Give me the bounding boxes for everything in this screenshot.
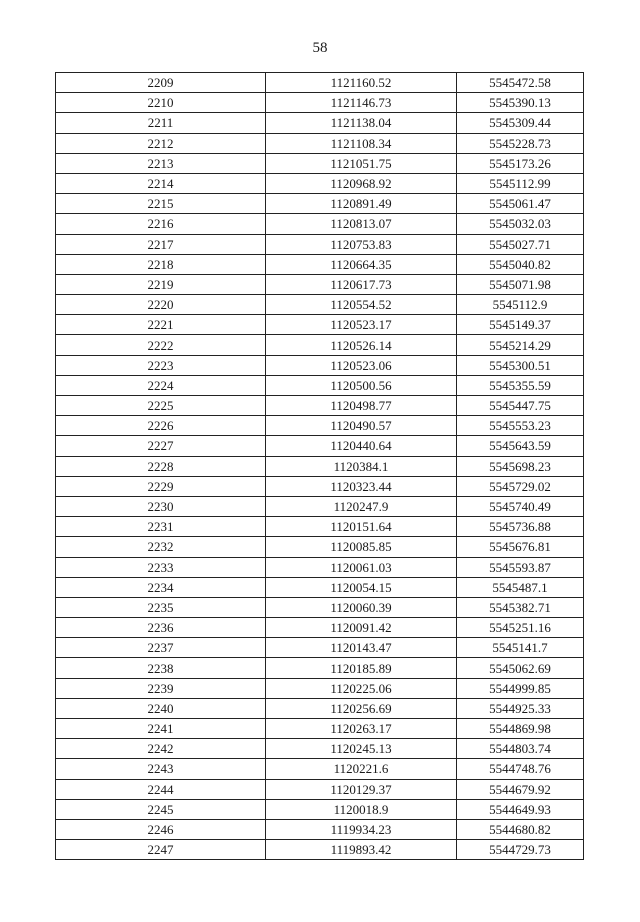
x-coordinate-cell: 1120091.42 xyxy=(266,618,457,638)
table-row xyxy=(56,113,584,133)
coordinates-table xyxy=(55,72,584,860)
point-number-cell: 2211 xyxy=(56,113,266,133)
y-coordinate-cell: 5545141.7 xyxy=(457,638,584,658)
y-coordinate-cell: 5545643.59 xyxy=(457,436,584,456)
point-number-cell: 2234 xyxy=(56,577,266,597)
table-row xyxy=(56,638,584,658)
page-number: 58 xyxy=(312,40,328,56)
table-row xyxy=(56,618,584,638)
y-coordinate-cell: 5545676.81 xyxy=(457,537,584,557)
point-number-cell: 2227 xyxy=(56,436,266,456)
y-coordinate-cell: 5545729.02 xyxy=(457,476,584,496)
table-row xyxy=(56,537,584,557)
table-row xyxy=(56,678,584,698)
x-coordinate-cell: 1120185.89 xyxy=(266,658,457,678)
point-number-cell: 2225 xyxy=(56,396,266,416)
y-coordinate-cell: 5545214.29 xyxy=(457,335,584,355)
x-coordinate-cell: 1120061.03 xyxy=(266,557,457,577)
x-coordinate-cell: 1120054.15 xyxy=(266,577,457,597)
y-coordinate-cell: 5545472.58 xyxy=(457,73,584,93)
table-row xyxy=(56,274,584,294)
x-coordinate-cell: 1120526.14 xyxy=(266,335,457,355)
point-number-cell: 2229 xyxy=(56,476,266,496)
table-row xyxy=(56,295,584,315)
x-coordinate-cell: 1119893.42 xyxy=(266,840,457,860)
point-number-cell: 2223 xyxy=(56,355,266,375)
point-number-cell: 2226 xyxy=(56,416,266,436)
y-coordinate-cell: 5544729.73 xyxy=(457,840,584,860)
table-row xyxy=(56,739,584,759)
x-coordinate-cell: 1120523.06 xyxy=(266,355,457,375)
point-number-cell: 2246 xyxy=(56,819,266,839)
table-row xyxy=(56,133,584,153)
x-coordinate-cell: 1120500.56 xyxy=(266,375,457,395)
y-coordinate-cell: 5545071.98 xyxy=(457,274,584,294)
y-coordinate-cell: 5544869.98 xyxy=(457,719,584,739)
point-number-cell: 2238 xyxy=(56,658,266,678)
y-coordinate-cell: 5544679.92 xyxy=(457,779,584,799)
table-row xyxy=(56,557,584,577)
point-number-cell: 2230 xyxy=(56,496,266,516)
table-row xyxy=(56,456,584,476)
x-coordinate-cell: 1120440.64 xyxy=(266,436,457,456)
x-coordinate-cell: 1119934.23 xyxy=(266,819,457,839)
table-row xyxy=(56,799,584,819)
point-number-cell: 2209 xyxy=(56,73,266,93)
point-number-cell: 2241 xyxy=(56,719,266,739)
y-coordinate-cell: 5545390.13 xyxy=(457,93,584,113)
x-coordinate-cell: 1120753.83 xyxy=(266,234,457,254)
point-number-cell: 2237 xyxy=(56,638,266,658)
y-coordinate-cell: 5544803.74 xyxy=(457,739,584,759)
x-coordinate-cell: 1120085.85 xyxy=(266,537,457,557)
table-row xyxy=(56,779,584,799)
point-number-cell: 2217 xyxy=(56,234,266,254)
y-coordinate-cell: 5544925.33 xyxy=(457,698,584,718)
point-number-cell: 2219 xyxy=(56,274,266,294)
point-number-cell: 2231 xyxy=(56,517,266,537)
table-row xyxy=(56,315,584,335)
point-number-cell: 2243 xyxy=(56,759,266,779)
table-row xyxy=(56,73,584,93)
y-coordinate-cell: 5545173.26 xyxy=(457,153,584,173)
point-number-cell: 2233 xyxy=(56,557,266,577)
point-number-cell: 2213 xyxy=(56,153,266,173)
point-number-cell: 2221 xyxy=(56,315,266,335)
table-row xyxy=(56,234,584,254)
x-coordinate-cell: 1120664.35 xyxy=(266,254,457,274)
table-row xyxy=(56,375,584,395)
y-coordinate-cell: 5544649.93 xyxy=(457,799,584,819)
y-coordinate-cell: 5545149.37 xyxy=(457,315,584,335)
point-number-cell: 2235 xyxy=(56,597,266,617)
x-coordinate-cell: 1120256.69 xyxy=(266,698,457,718)
y-coordinate-cell: 5545487.1 xyxy=(457,577,584,597)
x-coordinate-cell: 1120384.1 xyxy=(266,456,457,476)
y-coordinate-cell: 5545112.99 xyxy=(457,173,584,193)
point-number-cell: 2244 xyxy=(56,779,266,799)
point-number-cell: 2224 xyxy=(56,375,266,395)
table-row xyxy=(56,396,584,416)
y-coordinate-cell: 5545062.69 xyxy=(457,658,584,678)
point-number-cell: 2245 xyxy=(56,799,266,819)
table-row xyxy=(56,355,584,375)
table-row xyxy=(56,436,584,456)
y-coordinate-cell: 5545040.82 xyxy=(457,254,584,274)
y-coordinate-cell: 5544680.82 xyxy=(457,819,584,839)
y-coordinate-cell: 5545736.88 xyxy=(457,517,584,537)
table-row xyxy=(56,335,584,355)
table-row xyxy=(56,214,584,234)
x-coordinate-cell: 1120151.64 xyxy=(266,517,457,537)
point-number-cell: 2214 xyxy=(56,173,266,193)
y-coordinate-cell: 5545032.03 xyxy=(457,214,584,234)
y-coordinate-cell: 5544748.76 xyxy=(457,759,584,779)
x-coordinate-cell: 1120247.9 xyxy=(266,496,457,516)
x-coordinate-cell: 1120968.92 xyxy=(266,173,457,193)
x-coordinate-cell: 1120060.39 xyxy=(266,597,457,617)
x-coordinate-cell: 1121108.34 xyxy=(266,133,457,153)
table-row xyxy=(56,577,584,597)
x-coordinate-cell: 1120018.9 xyxy=(266,799,457,819)
y-coordinate-cell: 5545382.71 xyxy=(457,597,584,617)
x-coordinate-cell: 1120143.47 xyxy=(266,638,457,658)
table-row xyxy=(56,719,584,739)
point-number-cell: 2220 xyxy=(56,295,266,315)
x-coordinate-cell: 1120498.77 xyxy=(266,396,457,416)
x-coordinate-cell: 1120490.57 xyxy=(266,416,457,436)
x-coordinate-cell: 1120225.06 xyxy=(266,678,457,698)
x-coordinate-cell: 1121138.04 xyxy=(266,113,457,133)
table-row xyxy=(56,759,584,779)
y-coordinate-cell: 5545355.59 xyxy=(457,375,584,395)
x-coordinate-cell: 1120245.13 xyxy=(266,739,457,759)
table-row xyxy=(56,194,584,214)
table-row xyxy=(56,254,584,274)
y-coordinate-cell: 5545447.75 xyxy=(457,396,584,416)
table-row xyxy=(56,517,584,537)
x-coordinate-cell: 1120523.17 xyxy=(266,315,457,335)
point-number-cell: 2247 xyxy=(56,840,266,860)
y-coordinate-cell: 5545698.23 xyxy=(457,456,584,476)
x-coordinate-cell: 1120221.6 xyxy=(266,759,457,779)
coordinates-table-body xyxy=(56,73,584,860)
y-coordinate-cell: 5545593.87 xyxy=(457,557,584,577)
y-coordinate-cell: 5545553.23 xyxy=(457,416,584,436)
x-coordinate-cell: 1120617.73 xyxy=(266,274,457,294)
x-coordinate-cell: 1120263.17 xyxy=(266,719,457,739)
table-row xyxy=(56,597,584,617)
y-coordinate-cell: 5545027.71 xyxy=(457,234,584,254)
x-coordinate-cell: 1120554.52 xyxy=(266,295,457,315)
table-row xyxy=(56,153,584,173)
x-coordinate-cell: 1121146.73 xyxy=(266,93,457,113)
y-coordinate-cell: 5545112.9 xyxy=(457,295,584,315)
point-number-cell: 2239 xyxy=(56,678,266,698)
y-coordinate-cell: 5545300.51 xyxy=(457,355,584,375)
table-row xyxy=(56,698,584,718)
x-coordinate-cell: 1120129.37 xyxy=(266,779,457,799)
table-row xyxy=(56,658,584,678)
x-coordinate-cell: 1120323.44 xyxy=(266,476,457,496)
table-row xyxy=(56,496,584,516)
x-coordinate-cell: 1121051.75 xyxy=(266,153,457,173)
table-row xyxy=(56,819,584,839)
y-coordinate-cell: 5545309.44 xyxy=(457,113,584,133)
point-number-cell: 2212 xyxy=(56,133,266,153)
point-number-cell: 2242 xyxy=(56,739,266,759)
table-row xyxy=(56,416,584,436)
point-number-cell: 2215 xyxy=(56,194,266,214)
point-number-cell: 2232 xyxy=(56,537,266,557)
table-row xyxy=(56,93,584,113)
point-number-cell: 2222 xyxy=(56,335,266,355)
y-coordinate-cell: 5545251.16 xyxy=(457,618,584,638)
table-row xyxy=(56,476,584,496)
point-number-cell: 2236 xyxy=(56,618,266,638)
table-row xyxy=(56,173,584,193)
table-row xyxy=(56,840,584,860)
y-coordinate-cell: 5545228.73 xyxy=(457,133,584,153)
point-number-cell: 2218 xyxy=(56,254,266,274)
x-coordinate-cell: 1120891.49 xyxy=(266,194,457,214)
y-coordinate-cell: 5545061.47 xyxy=(457,194,584,214)
point-number-cell: 2210 xyxy=(56,93,266,113)
y-coordinate-cell: 5544999.85 xyxy=(457,678,584,698)
x-coordinate-cell: 1120813.07 xyxy=(266,214,457,234)
y-coordinate-cell: 5545740.49 xyxy=(457,496,584,516)
point-number-cell: 2228 xyxy=(56,456,266,476)
x-coordinate-cell: 1121160.52 xyxy=(266,73,457,93)
point-number-cell: 2216 xyxy=(56,214,266,234)
point-number-cell: 2240 xyxy=(56,698,266,718)
